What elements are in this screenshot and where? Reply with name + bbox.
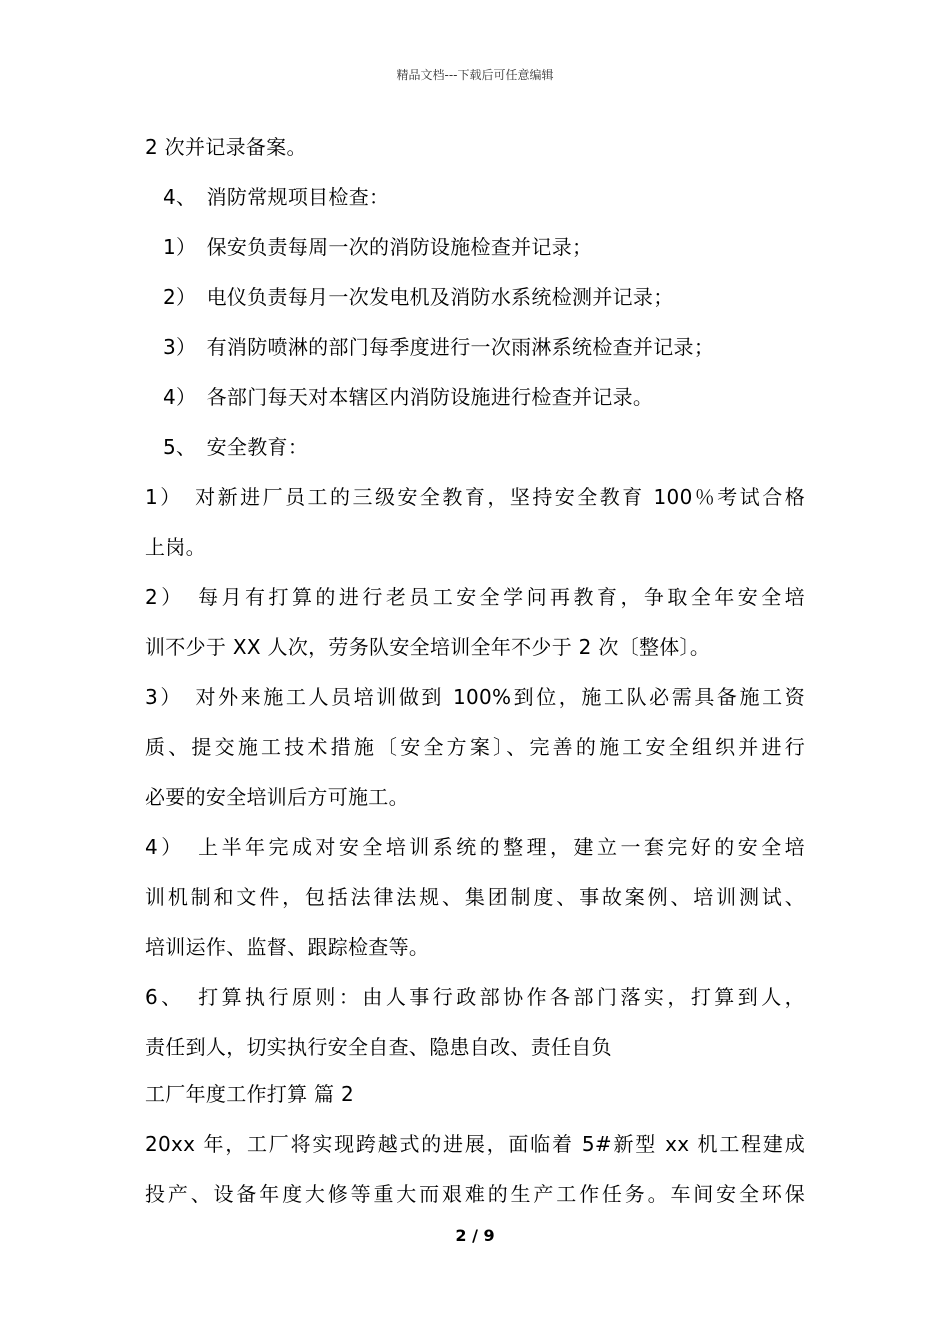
text-line: 5、 安全教育： — [163, 435, 309, 459]
text-line: 训不少于 XX 人次，劳务队安全培训全年不少于 2 次〔整体〕。 — [145, 635, 711, 659]
text-line: 必要的安全培训后方可施工。 — [145, 785, 409, 809]
text-line: 6、 打算执行原则：由人事行政部协作各部门落实，打算到人， — [145, 985, 805, 1009]
text-line: 4） 上半年完成对安全培训系统的整理，建立一套完好的安全培 — [145, 835, 805, 859]
text-line: 1） 对新进厂员工的三级安全教育，坚持安全教育 100％考试合格 — [145, 485, 805, 509]
text-line: 培训运作、监督、跟踪检查等。 — [145, 935, 430, 959]
text-line: 训机制和文件，包括法律法规、集团制度、事故案例、培训测试、 — [145, 885, 805, 909]
text-line: 2） 每月有打算的进行老员工安全学问再教育，争取全年安全培 — [145, 585, 805, 609]
text-line: 上岗。 — [145, 535, 206, 559]
text-line: 2） 电仪负责每月一次发电机及消防水系统检测并记录； — [163, 285, 674, 309]
text-line: 4、 消防常规项目检查： — [163, 185, 390, 209]
text-line: 1） 保安负责每周一次的消防设施检查并记录； — [163, 235, 593, 259]
section-heading: 工厂年度工作打算 篇 2 — [145, 1082, 355, 1106]
text-line: 责任到人，切实执行安全自查、隐患自改、责任自负 — [145, 1035, 612, 1059]
text-line: 2 次并记录备案。 — [145, 135, 307, 159]
text-line: 3） 有消防喷淋的部门每季度进行一次雨淋系统检查并记录； — [163, 335, 715, 359]
text-line: 质、提交施工技术措施〔安全方案〕、完善的施工安全组织并进行 — [145, 735, 805, 759]
text-line: 投产、设备年度大修等重大而艰难的生产工作任务。车间安全环保 — [145, 1182, 805, 1206]
text-line: 4） 各部门每天对本辖区内消防设施进行检查并记录。 — [163, 385, 654, 409]
page-header: 精品文档---下载后可任意编辑 — [396, 68, 554, 82]
text-line: 3） 对外来施工人员培训做到 100%到位，施工队必需具备施工资 — [145, 685, 805, 709]
text-line: 20xx 年，工厂将实现跨越式的进展，面临着 5#新型 xx 机工程建成 — [145, 1132, 805, 1156]
page-number: 2 / 9 — [455, 1226, 495, 1245]
